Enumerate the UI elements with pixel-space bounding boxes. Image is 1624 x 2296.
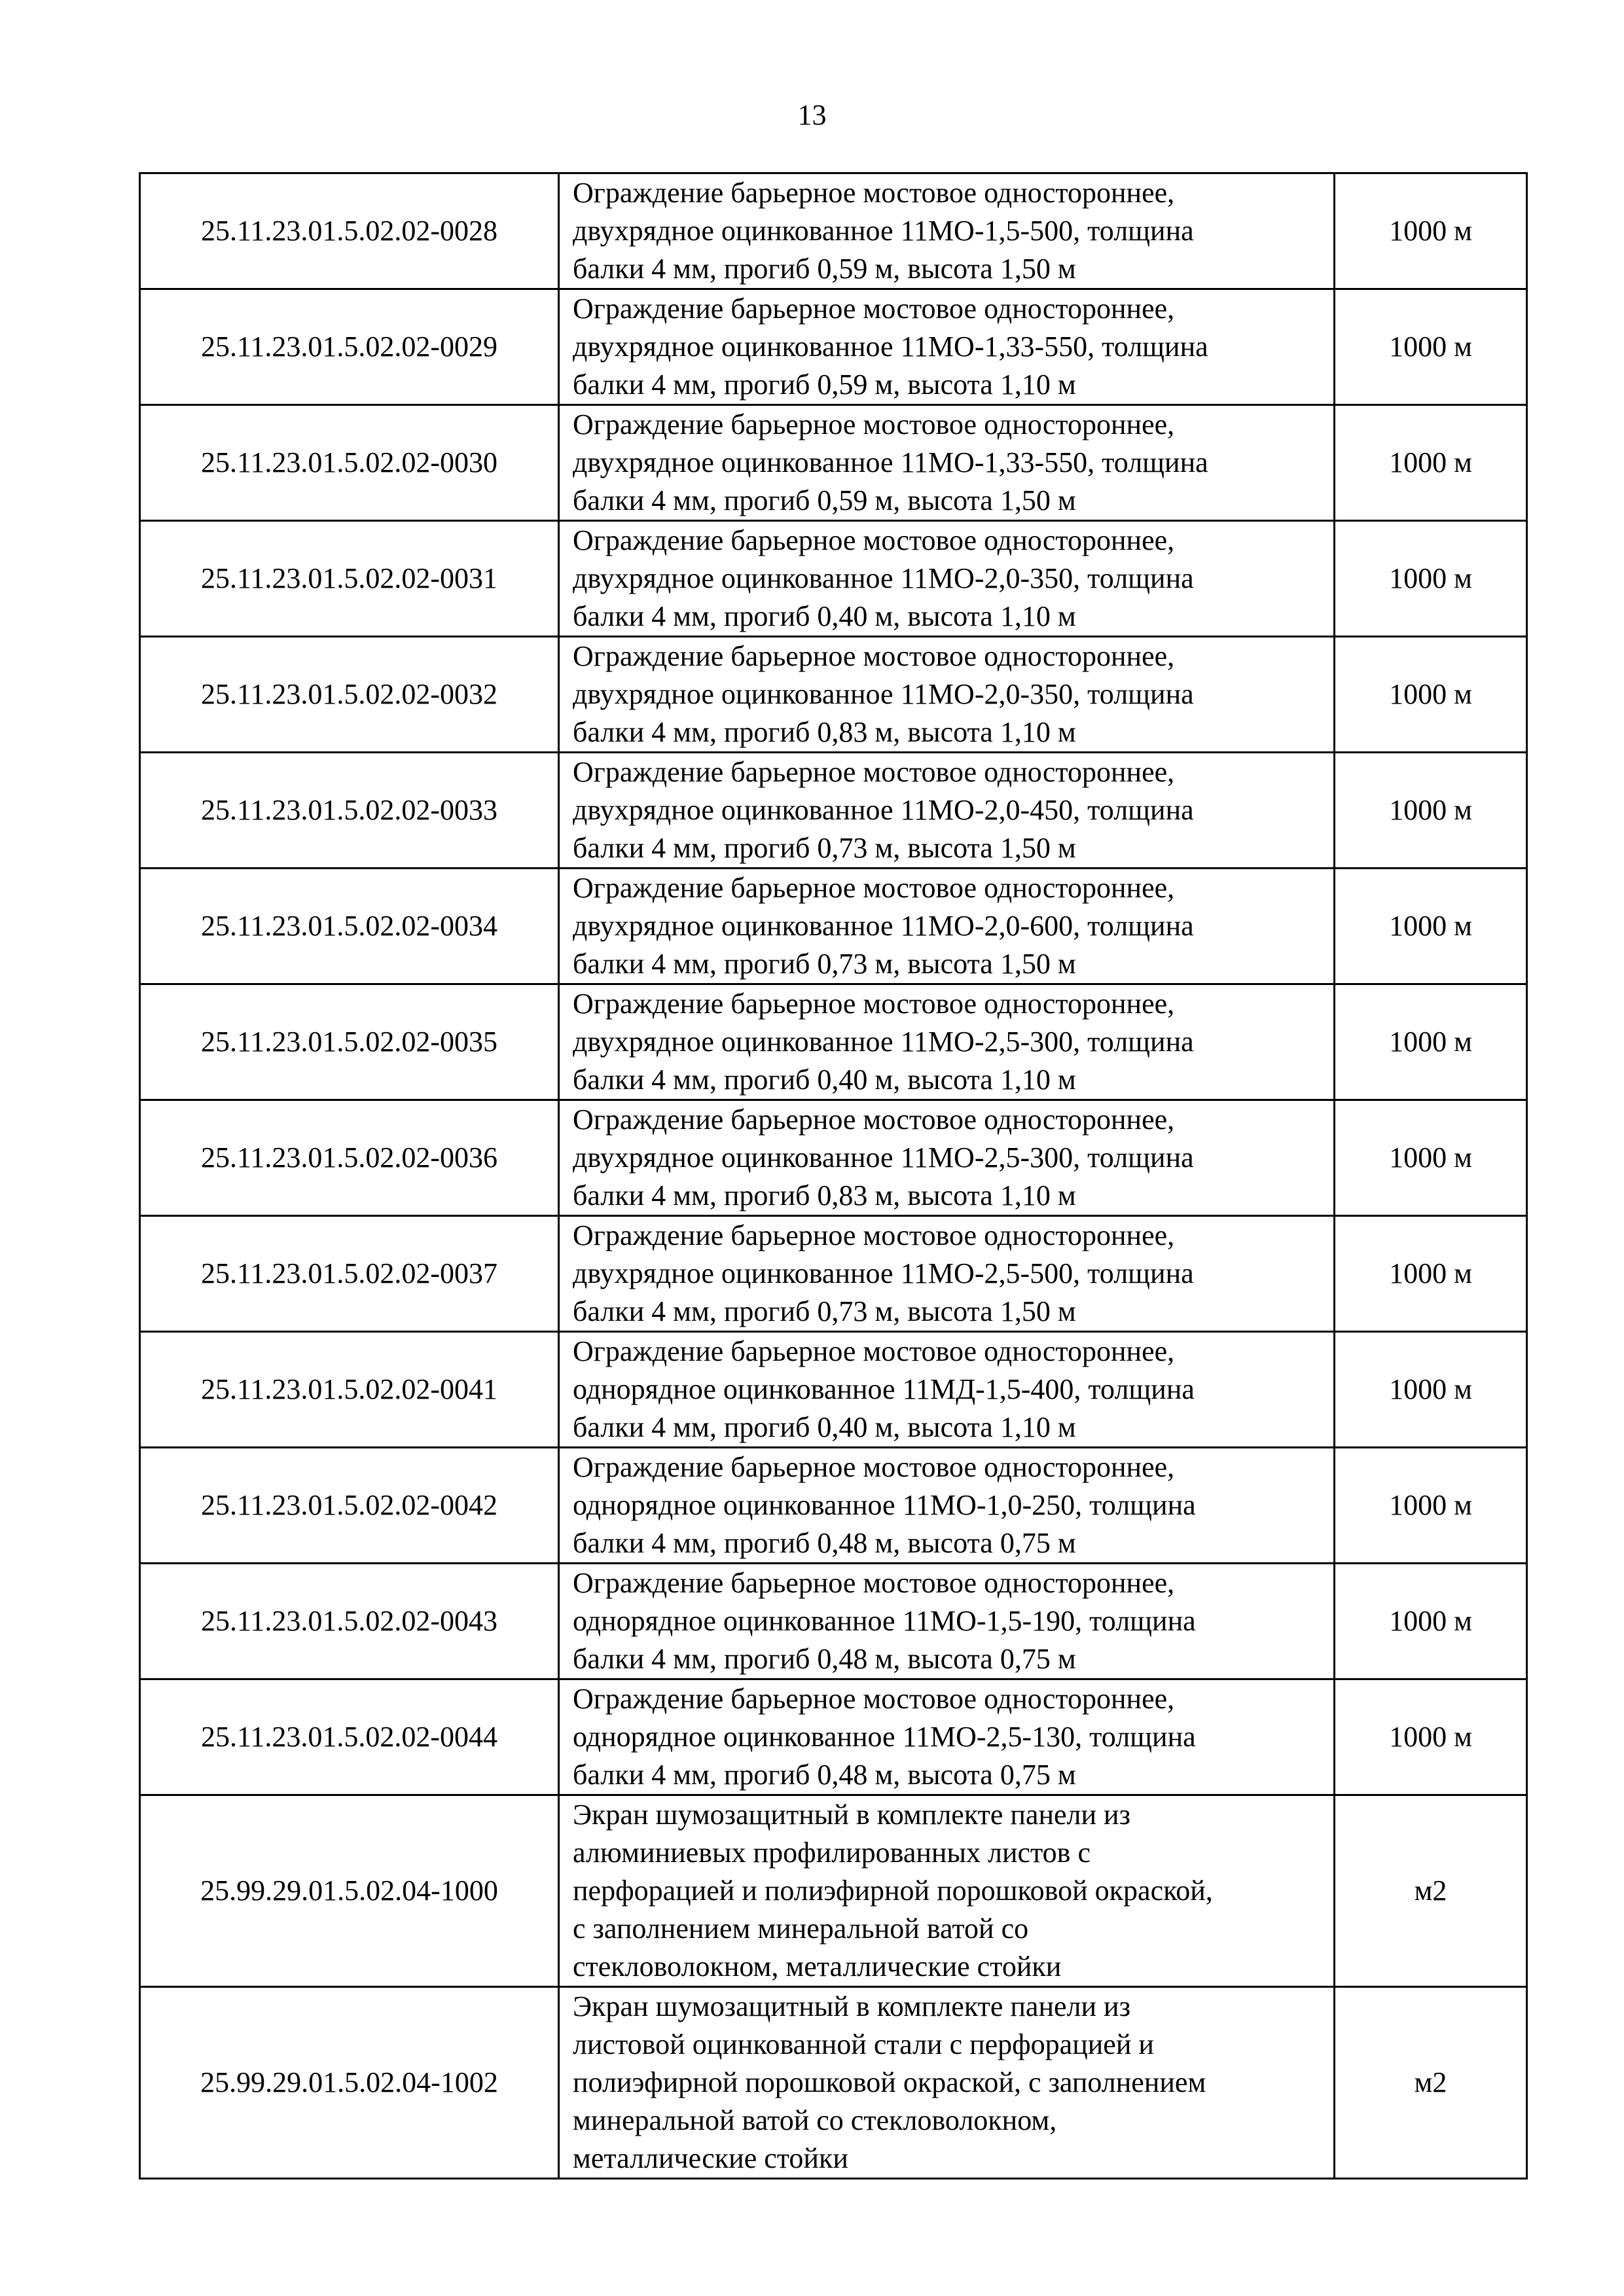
resource-code: 25.11.23.01.5.02.02-0037 (140, 1216, 559, 1332)
description-line: двухрядное оцинкованное 11МО-2,5-500, толщина (573, 1257, 1194, 1289)
table-row (140, 753, 1527, 869)
table-row (140, 637, 1527, 753)
resource-code: 25.11.23.01.5.02.02-0033 (140, 753, 559, 869)
description-line: перфорацией и полиэфирной порошковой окраской, (573, 1874, 1213, 1907)
unit-of-measure: 1000 м (1335, 637, 1527, 753)
description-line: алюминиевых профилированных листов с (573, 1837, 1091, 1869)
description-line: однорядное оцинкованное 11МД-1,5-400, толщина (573, 1373, 1195, 1405)
description-line: балки 4 мм, прогиб 0,83 м, высота 1,10 м (573, 716, 1076, 748)
description-line: листовой оцинкованной стали с перфорацией и (573, 2028, 1154, 2060)
unit-of-measure: 1000 м (1335, 753, 1527, 869)
description-line: полиэфирной порошковой окраской, с заполнением (573, 2066, 1206, 2098)
resource-description (559, 289, 1335, 405)
description-line: двухрядное оцинкованное 11МО-2,5-300, толщина (573, 1141, 1194, 1174)
resource-description (559, 405, 1335, 521)
description-line: балки 4 мм, прогиб 0,48 м, высота 0,75 м (573, 1759, 1076, 1791)
description-line: Ограждение барьерное мостовое одностороннее, (573, 524, 1175, 556)
table-row (140, 1987, 1527, 2179)
description-line: двухрядное оцинкованное 11МО-1,33-550, толщина (573, 331, 1208, 363)
description-line: Ограждение барьерное мостовое одностороннее, (573, 640, 1175, 672)
description-line: двухрядное оцинкованное 11МО-2,5-300, толщина (573, 1026, 1194, 1058)
description-line: Экран шумозащитный в комплекте панели из (573, 1799, 1130, 1831)
description-line: однорядное оцинкованное 11МО-2,5-130, толщина (573, 1721, 1196, 1753)
description-line: балки 4 мм, прогиб 0,40 м, высота 1,10 м (573, 600, 1076, 632)
resource-code: 25.11.23.01.5.02.02-0030 (140, 405, 559, 521)
description-line: двухрядное оцинкованное 11МО-2,0-350, толщина (573, 562, 1194, 594)
resource-code: 25.11.23.01.5.02.02-0043 (140, 1564, 559, 1679)
description-line: Ограждение барьерное мостовое одностороннее, (573, 1567, 1175, 1599)
description-line: Экран шумозащитный в комплекте панели из (573, 1990, 1130, 2022)
table-row (140, 173, 1527, 289)
unit-of-measure: 1000 м (1335, 1100, 1527, 1216)
table-row (140, 289, 1527, 405)
resource-code: 25.11.23.01.5.02.02-0042 (140, 1448, 559, 1564)
unit-of-measure: 1000 м (1335, 289, 1527, 405)
unit-of-measure: м2 (1335, 1795, 1527, 1987)
description-line: Ограждение барьерное мостовое одностороннее, (573, 1451, 1175, 1483)
unit-of-measure: 1000 м (1335, 1564, 1527, 1679)
resource-table (139, 172, 1528, 2179)
description-line: двухрядное оцинкованное 11МО-1,33-550, толщина (573, 446, 1208, 478)
table-row (140, 1100, 1527, 1216)
table-row (140, 1564, 1527, 1679)
resource-description (559, 1332, 1335, 1448)
page-number: 13 (797, 99, 827, 131)
description-line: балки 4 мм, прогиб 0,48 м, высота 0,75 м (573, 1527, 1076, 1559)
description-line: двухрядное оцинкованное 11МО-2,0-450, толщина (573, 794, 1194, 826)
resource-description (559, 521, 1335, 637)
description-line: с заполнением минеральной ватой со (573, 1912, 1029, 1945)
resource-description (559, 1795, 1335, 1987)
table-row (140, 869, 1527, 984)
unit-of-measure: 1000 м (1335, 405, 1527, 521)
resource-code: 25.11.23.01.5.02.02-0035 (140, 984, 559, 1100)
unit-of-measure: 1000 м (1335, 1679, 1527, 1795)
resource-code: 25.11.23.01.5.02.02-0031 (140, 521, 559, 637)
resource-description (559, 1216, 1335, 1332)
resource-description (559, 1100, 1335, 1216)
resource-code: 25.11.23.01.5.02.02-0029 (140, 289, 559, 405)
description-line: Ограждение барьерное мостовое одностороннее, (573, 756, 1175, 788)
unit-of-measure: 1000 м (1335, 173, 1527, 289)
description-line: двухрядное оцинкованное 11МО-2,0-600, толщина (573, 910, 1194, 942)
table-row (140, 1216, 1527, 1332)
resource-code: 25.11.23.01.5.02.02-0044 (140, 1679, 559, 1795)
resource-description (559, 984, 1335, 1100)
resource-code: 25.11.23.01.5.02.02-0036 (140, 1100, 559, 1216)
resource-code: 25.11.23.01.5.02.02-0032 (140, 637, 559, 753)
resource-description (559, 1448, 1335, 1564)
table-row (140, 1448, 1527, 1564)
resource-description (559, 1987, 1335, 2179)
table-body (140, 173, 1527, 2179)
description-line: Ограждение барьерное мостовое одностороннее, (573, 293, 1175, 325)
unit-of-measure: 1000 м (1335, 1216, 1527, 1332)
description-line: Ограждение барьерное мостовое одностороннее, (573, 1103, 1175, 1136)
description-line: двухрядное оцинкованное 11МО-1,5-500, толщина (573, 215, 1194, 247)
table-row (140, 984, 1527, 1100)
resource-description (559, 869, 1335, 984)
description-line: Ограждение барьерное мостовое одностороннее, (573, 988, 1175, 1020)
description-line: балки 4 мм, прогиб 0,48 м, высота 0,75 м (573, 1643, 1076, 1675)
description-line: однорядное оцинкованное 11МО-1,0-250, толщина (573, 1489, 1196, 1521)
description-line: балки 4 мм, прогиб 0,40 м, высота 1,10 м (573, 1064, 1076, 1096)
unit-of-measure: 1000 м (1335, 869, 1527, 984)
description-line: балки 4 мм, прогиб 0,59 м, высота 1,10 м (573, 368, 1076, 401)
description-line: металлические стойки (573, 2142, 848, 2174)
description-line: балки 4 мм, прогиб 0,73 м, высота 1,50 м (573, 1295, 1076, 1327)
unit-of-measure: 1000 м (1335, 1448, 1527, 1564)
description-line: балки 4 мм, прогиб 0,40 м, высота 1,10 м (573, 1411, 1076, 1443)
unit-of-measure: м2 (1335, 1987, 1527, 2179)
table-row (140, 1679, 1527, 1795)
description-line: стекловолокном, металлические стойки (573, 1950, 1062, 1982)
table-row (140, 405, 1527, 521)
description-line: Ограждение барьерное мостовое одностороннее, (573, 408, 1175, 440)
description-line: Ограждение барьерное мостовое одностороннее, (573, 1335, 1175, 1367)
description-line: однорядное оцинкованное 11МО-1,5-190, толщина (573, 1605, 1196, 1637)
description-line: балки 4 мм, прогиб 0,59 м, высота 1,50 м (573, 484, 1076, 516)
description-line: Ограждение барьерное мостовое одностороннее, (573, 872, 1175, 904)
resource-code: 25.99.29.01.5.02.04-1000 (140, 1795, 559, 1987)
unit-of-measure: 1000 м (1335, 984, 1527, 1100)
resource-code: 25.99.29.01.5.02.04-1002 (140, 1987, 559, 2179)
description-line: балки 4 мм, прогиб 0,83 м, высота 1,10 м (573, 1179, 1076, 1211)
resource-description (559, 1564, 1335, 1679)
resource-description (559, 637, 1335, 753)
description-line: балки 4 мм, прогиб 0,59 м, высота 1,50 м (573, 253, 1076, 285)
table-row (140, 521, 1527, 637)
description-line: балки 4 мм, прогиб 0,73 м, высота 1,50 м (573, 832, 1076, 864)
resource-code: 25.11.23.01.5.02.02-0028 (140, 173, 559, 289)
resource-description (559, 173, 1335, 289)
resource-code: 25.11.23.01.5.02.02-0034 (140, 869, 559, 984)
description-line: балки 4 мм, прогиб 0,73 м, высота 1,50 м (573, 948, 1076, 980)
resource-code: 25.11.23.01.5.02.02-0041 (140, 1332, 559, 1448)
description-line: Ограждение барьерное мостовое одностороннее, (573, 1219, 1175, 1251)
resource-description (559, 1679, 1335, 1795)
description-line: двухрядное оцинкованное 11МО-2,0-350, толщина (573, 678, 1194, 710)
resource-description (559, 753, 1335, 869)
description-line: минеральной ватой со стекловолокном, (573, 2104, 1057, 2136)
description-line: Ограждение барьерное мостовое одностороннее, (573, 1683, 1175, 1715)
description-line: Ограждение барьерное мостовое одностороннее, (573, 177, 1175, 209)
table-row (140, 1332, 1527, 1448)
unit-of-measure: 1000 м (1335, 1332, 1527, 1448)
table-row (140, 1795, 1527, 1987)
unit-of-measure: 1000 м (1335, 521, 1527, 637)
